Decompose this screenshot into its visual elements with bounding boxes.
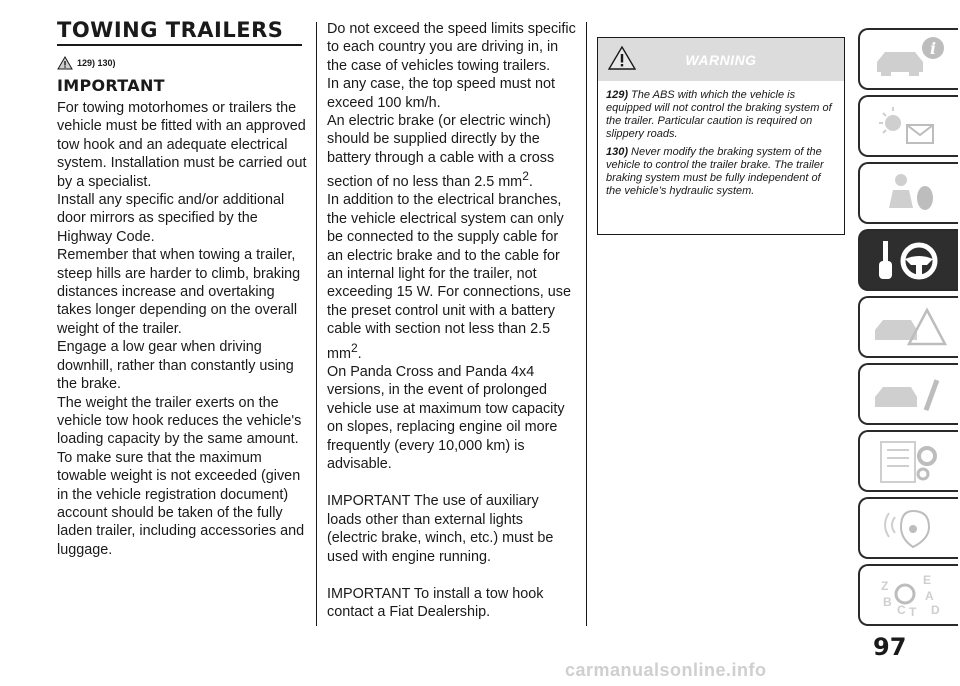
index-letter: D: [931, 603, 940, 617]
key-steering-wheel-icon: [867, 235, 951, 285]
paragraph-top-speed: In any case, the top speed must not exceed 100 km/h.: [327, 76, 555, 111]
section-title: TOWING TRAILERS: [57, 18, 302, 46]
column-divider-2: [586, 22, 587, 626]
paragraph-speed-limits: Do not exceed the speed limits specific to each country you are driving in, in the case of vehicles towing trailers.: [327, 21, 576, 74]
tab-multimedia[interactable]: [858, 497, 958, 559]
left-column: [57, 18, 307, 559]
index-letter: B: [883, 595, 892, 609]
car-info-icon: [867, 34, 951, 84]
chapter-navigation: [858, 28, 960, 631]
index-letter: T: [909, 605, 917, 619]
superscript: 2: [350, 340, 358, 355]
paragraph-hills: Remember that when towing a trailer, steep hills are harder to climb, braking distances increase and overtaking takes longer depending on the overall weight of the trailer.: [57, 247, 301, 337]
tab-starting-driving[interactable]: [858, 229, 958, 291]
column-divider-1: [316, 22, 317, 626]
middle-column: [327, 20, 577, 622]
tab-car-info[interactable]: [858, 28, 958, 90]
technical-data-icon: [867, 436, 951, 486]
index-letter: Z: [881, 579, 889, 593]
paragraph-auxiliary-loads: IMPORTANT The use of auxiliary loads other than external lights (electric brake, winch, etc.) must be used with engine running.: [327, 493, 554, 565]
svg-text:i: i: [930, 39, 937, 58]
warning-triangle-car-icon: [867, 302, 951, 352]
index-letter: C: [897, 603, 906, 617]
warning-triangle-icon: [57, 56, 73, 70]
tab-safety[interactable]: [858, 162, 958, 224]
dashboard-lights-icon: [867, 101, 951, 151]
page-number: 97: [873, 633, 907, 661]
warning-header: [598, 38, 844, 81]
period: .: [528, 174, 533, 191]
warning-text: Never modify the braking system of the vehicle to control the trailer brake. The trailer braking system must be fully independent of the vehicle’s hydraulic system.: [606, 146, 824, 197]
warning-title: WARNING: [685, 51, 757, 68]
warning-ref-numbers: 129) 130): [77, 58, 116, 68]
paragraph-low-gear: Engage a low gear when driving downhill, rather than constantly using the brake.: [57, 339, 294, 393]
paragraph-mirrors: Install any specific and/or additional door mirrors as specified by the Highway Code.: [57, 192, 285, 245]
warning-text: The ABS with which the vehicle is equipped will not control the braking system of the trailer. Particular caution is required on slippery roads.: [606, 89, 832, 140]
index-letter: A: [925, 589, 934, 603]
airbag-safety-icon: [867, 168, 951, 218]
period: .: [357, 345, 362, 362]
paragraph-weight: The weight the trailer exerts on the vehicle tow hook reduces the vehicle's loading capacity by the same amount. To make sure that the maximum towable weight is not exceeded (given in the vehicle registration document) account should be taken of the fully laden trailer, including accessories and luggage.: [57, 394, 305, 558]
important-subtitle: IMPORTANT: [57, 76, 165, 95]
electric-brake-text: An electric brake (or electric winch) should be supplied directly by the battery through a cable with a cross section of no less than 2.5 mm: [327, 113, 555, 191]
watermark: carmanualsonline.info: [565, 660, 767, 680]
warning-body: [598, 81, 844, 198]
electrical-branches-text: In addition to the electrical branches, the vehicle electrical system can only be connected to the supply cable for an electric brake and to the cable for an internal light for the trailer, not exceeding 15 W. For connections, use the preset control unit with a battery cable with section not less than 2.5 mm: [327, 192, 571, 362]
warning-item: [606, 89, 836, 141]
warning-box: [597, 37, 845, 235]
paragraph-electrical-branches: [327, 191, 577, 362]
tab-index[interactable]: [858, 564, 958, 626]
paragraph-panda-versions: On Panda Cross and Panda 4x4 versions, in the event of prolonged vehicle use at maximum tow capacity on slopes, replacing engine oil more frequently (every 10,000 km) is advisable.: [327, 363, 565, 472]
paragraph-electric-brake: [327, 112, 577, 191]
warning-item: [606, 146, 836, 198]
warning-number: 129): [606, 89, 629, 101]
tab-emergency[interactable]: [858, 296, 958, 358]
alphabetical-index-icon: [867, 570, 951, 620]
warning-reference: [57, 56, 307, 70]
index-letter: E: [923, 573, 932, 587]
tab-maintenance[interactable]: [858, 363, 958, 425]
tab-technical-data[interactable]: [858, 430, 958, 492]
paragraph-tow-hook: IMPORTANT To install a tow hook contact a Fiat Dealership.: [327, 585, 544, 621]
intro-paragraph: For towing motorhomes or trailers the vehicle must be fitted with an approved tow hook and an adequate electrical system. Installation must be carried out by a specialist.: [57, 100, 307, 190]
warning-triangle-icon: [608, 46, 636, 70]
multimedia-icon: [867, 503, 951, 553]
warning-number: 130): [606, 146, 629, 158]
car-maintenance-icon: [867, 369, 951, 419]
superscript: 2: [522, 169, 529, 184]
tab-dashboard-lights[interactable]: [858, 95, 958, 157]
